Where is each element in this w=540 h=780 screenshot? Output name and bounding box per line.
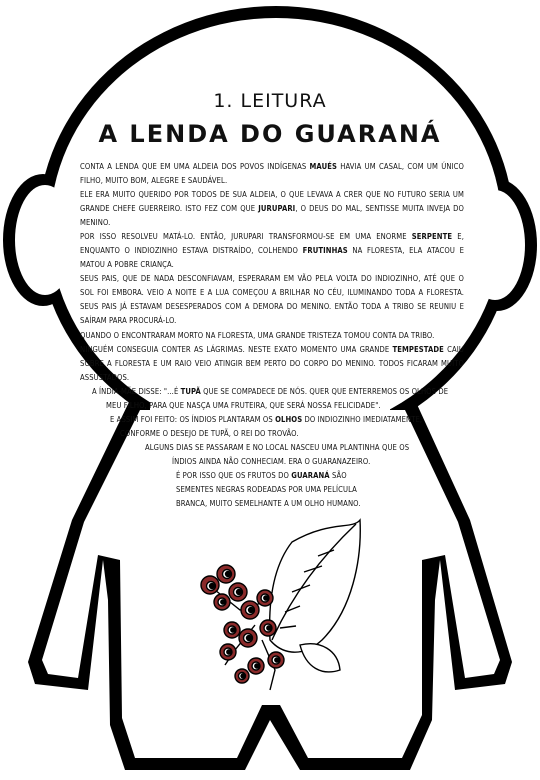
story-title: A LENDA DO GUARANÁ xyxy=(98,120,442,148)
story-line: SEUS PAIS, QUE DE NADA DESCONFIAVAM, ESPERARAM EM VÃO PELA VOLTA DO INDIOZINHO, ATÉ QUE O xyxy=(80,274,464,283)
story-line: ELE ERA MUITO QUERIDO POR TODOS DE SUA ALDEIA, O QUE LEVAVA A CRER QUE NO FUTURO SERIA UM xyxy=(80,190,464,199)
story-line: MENINO. xyxy=(80,218,111,227)
story-line: A ÍNDIA-MÃE DISSE: "...É TUPÃ QUE SE COMPADECE DE NÓS. QUER QUE ENTERREMOS OS OLHOS DE xyxy=(92,387,449,396)
story-line: FILHO, MUITO BOM, ALEGRE E SAUDÁVEL. xyxy=(80,176,228,185)
story-line: SAÍRAM PARA PROCURÁ-LO. xyxy=(80,316,177,325)
story-line: ASSUSTADOS. xyxy=(80,373,130,382)
story-line: MATOU A POBRE CRIANÇA. xyxy=(80,260,174,269)
story-line: POR ISSO RESOLVEU MATÁ-LO. ENTÃO, JURUPARI TRANSFORMOU-SE EM UMA ENORME SERPENTE E, xyxy=(80,232,464,241)
story-line: ENQUANTO O INDIOZINHO ESTAVA DISTRAÍDO, COLHENDO FRUTINHAS NA FLORESTA, ELA ATACOU E xyxy=(80,246,464,255)
story-line: GRANDE CHEFE GUERREIRO. ISTO FEZ COM QUE JURUPARI, O DEUS DO MAL, SENTISSE MUITA INVEJA DO xyxy=(80,204,464,213)
story-line: SEMENTES NEGRAS RODEADAS POR UMA PELÍCULA xyxy=(176,485,357,494)
story-line: MEU FILHO, PARA QUE NASÇA UMA FRUTEIRA, QUE SERÁ NOSSA FELICIDADE". xyxy=(106,401,381,410)
story-line: ALGUNS DIAS SE PASSARAM E NO LOCAL NASCEU UMA PLANTINHA QUE OS xyxy=(145,443,410,452)
story-line: CONFORME O DESEJO DE TUPÃ, O REI DO TROVÃO. xyxy=(120,429,299,438)
story-line: CONTA A LENDA QUE EM UMA ALDEIA DOS POVOS INDÍGENAS MAUÉS HAVIA UM CASAL, COM UM ÚNICO xyxy=(80,162,464,171)
section-heading: 1. LEITURA xyxy=(213,90,327,112)
story-line: BRANCA, MUITO SEMELHANTE A UM OLHO HUMANO. xyxy=(176,499,361,508)
story-line: QUANDO O ENCONTRARAM MORTO NA FLORESTA, UMA GRANDE TRISTEZA TOMOU CONTA DA TRIBO. xyxy=(80,331,435,340)
story-line: SEUS PAIS JÁ ESTAVAM DESESPERADOS COM A DEMORA DO MENINO. ENTÃO TODA A TRIBO SE REUNIU E xyxy=(80,302,464,311)
story-line: SOL FOI EMBORA. VEIO A NOITE E A LUA COMEÇOU A BRILHAR NO CÉU, ILUMINANDO TODA A FLORESTA. xyxy=(80,288,464,297)
story-line: NINGUÉM CONSEGUIA CONTER AS LÁGRIMAS. NESTE EXATO MOMENTO UMA GRANDE TEMPESTADE CAIU xyxy=(80,345,464,354)
story-line: E ASSIM FOI FEITO: OS ÍNDIOS PLANTARAM OS OLHOS DO INDIOZINHO IMEDIATAMENTE, xyxy=(110,415,423,424)
story-line: SOBRE A FLORESTA E UM RAIO VEIO ATINGIR BEM PERTO DO CORPO DO MENINO. TODOS FICARAM MUITO xyxy=(80,359,464,368)
story-line: É POR ISSO QUE OS FRUTOS DO GUARANÁ SÃO xyxy=(176,471,347,480)
story-line: ÍNDIOS AINDA NÃO CONHECIAM. ERA O GUARANAZEIRO. xyxy=(172,457,371,466)
